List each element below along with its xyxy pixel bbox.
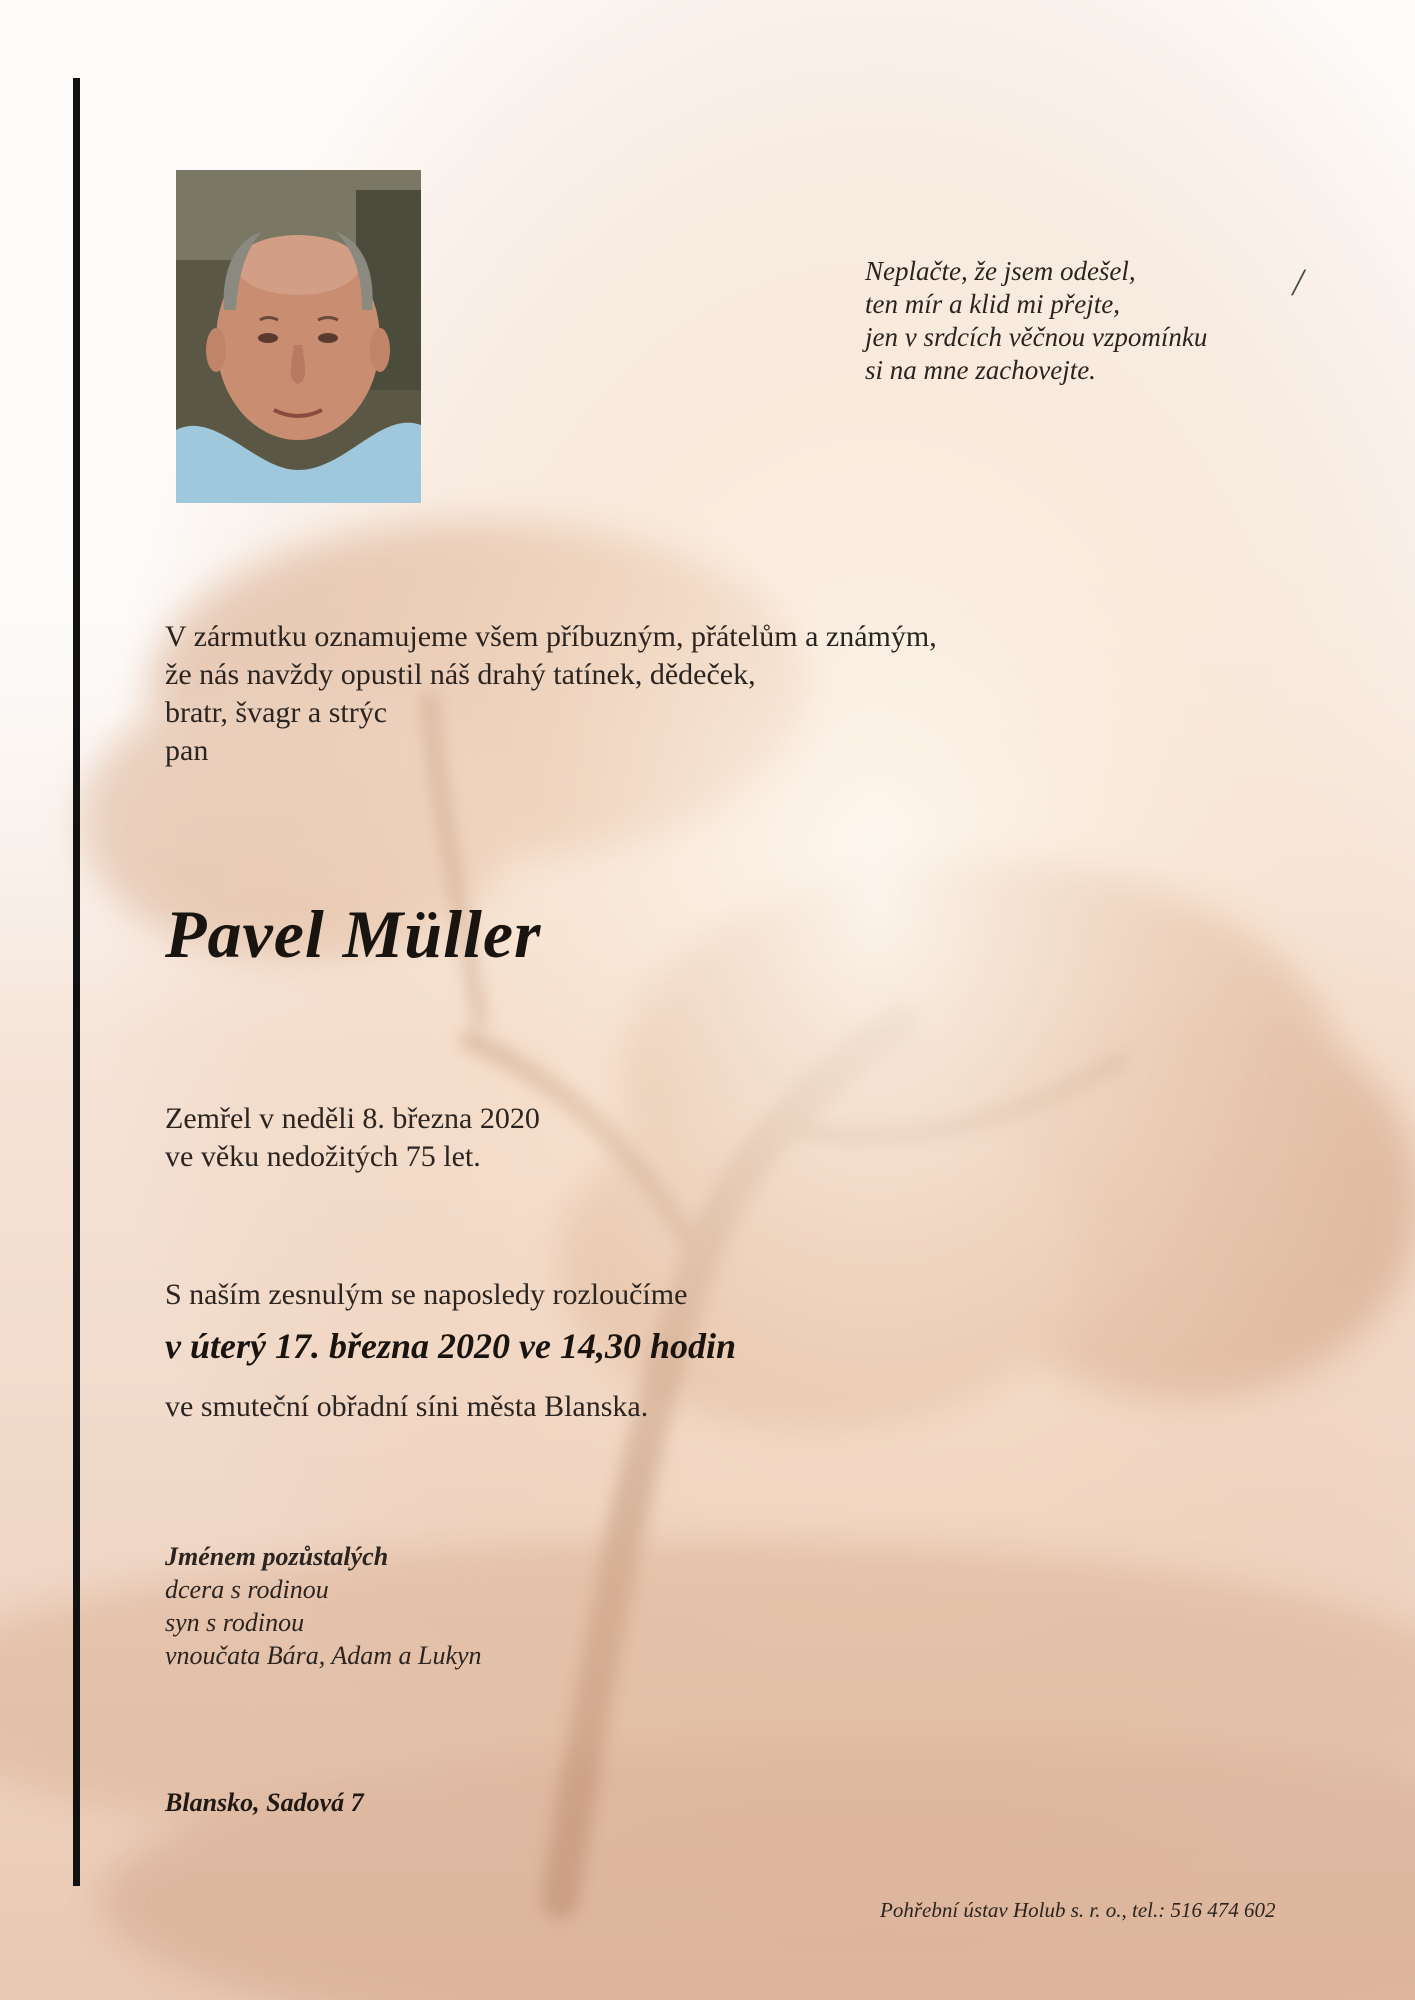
death-date: Zemřel v neděli 8. března 2020 (165, 1102, 540, 1135)
poem-line: Neplačte, že jsem odešel, (865, 256, 1136, 286)
black-margin-rule (73, 78, 80, 1886)
family-address: Blansko, Sadová 7 (165, 1788, 364, 1817)
poem-line: ten mír a klid mi přejte, (865, 289, 1120, 319)
survivors-block (165, 1540, 482, 1672)
farewell-date-time: v úterý 17. března 2020 ve 14,30 hodin (165, 1326, 736, 1366)
announcement-line: V zármutku oznamujeme všem příbuzným, přátelům a známým, (165, 620, 937, 653)
decorative-quill-icon: ╱ (1292, 270, 1306, 295)
announcement-line: bratr, švagr a strýc (165, 696, 388, 729)
announcement-text (165, 618, 1125, 770)
death-info (165, 1100, 540, 1176)
portrait-photo (176, 170, 421, 503)
farewell-intro: S naším zesnulým se naposledy rozloučíme (165, 1278, 688, 1311)
announcement-line: že nás navždy opustil náš drahý tatínek, dědeček, (165, 658, 756, 691)
poem-line: jen v srdcích věčnou vzpomínku (865, 322, 1208, 352)
deceased-name: Pavel Müller (165, 896, 542, 972)
funeral-service-footer: Pohřební ústav Holub s. r. o., tel.: 516 474 602 (880, 1898, 1276, 1922)
farewell-place: ve smuteční obřadní síni města Blanska. (165, 1390, 649, 1423)
survivor-line: vnoučata Bára, Adam a Lukyn (165, 1641, 482, 1670)
memorial-poem (865, 255, 1285, 387)
survivors-heading: Jménem pozůstalých (165, 1542, 389, 1571)
poem-line: si na mne zachovejte. (865, 355, 1096, 385)
death-age: ve věku nedožitých 75 let. (165, 1140, 481, 1173)
announcement-line: pan (165, 734, 209, 767)
survivor-line: syn s rodinou (165, 1608, 305, 1637)
survivor-line: dcera s rodinou (165, 1575, 329, 1604)
